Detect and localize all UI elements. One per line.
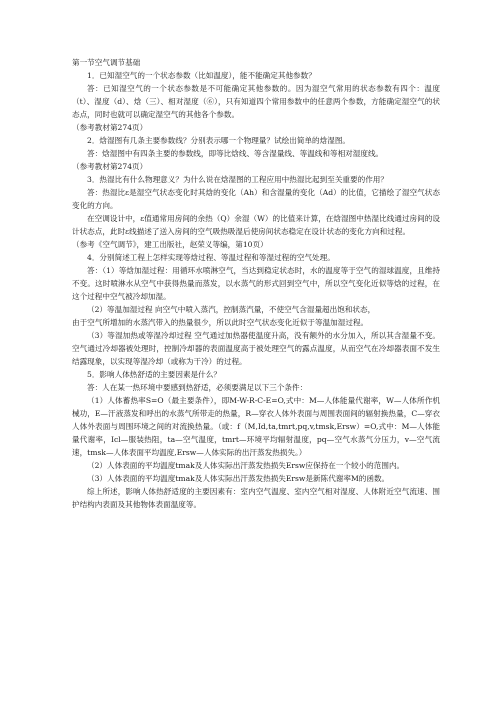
answer-3-paragraph-2: 在空调设计中，ε值通常用房间的余热（Q）余湿（W）的比值来计算，在焓湿图中热湿比线通过房间的设计状态点，此时ε线描述了送入房间的空气吸热吸湿后使房间状态稳定在设计状态的变化方向和过程。 — [72, 214, 440, 236]
answer-5-condition-3: （3）人体表面的平均温度tmak及人体实际出汗蒸发热损失Ersw是新陈代谢率M的函数。 — [87, 474, 390, 483]
question-4: 4．分别简述工程上怎样实现等焓过程、等温过程和等湿过程的空气处理。 — [87, 253, 335, 262]
answer-4-part-1: 答：（1）等焓加湿过程：用循环水喷淋空气，当达到稳定状态时，水的温度等于空气的湿球温度，且维持不变。这时喷淋水从空气中获得热量而蒸发，以水蒸气的形式回到空气中，所以空气变化近似等焓的过程，在这个过程中空气被冷却加湿。 — [72, 266, 440, 301]
question-1: 1．已知湿空气的一个状态参数（比如温度），能不能确定其他参数？ — [87, 71, 316, 80]
answer-3: 答：热湿比ε是湿空气状态变化时其焓的变化（Ah）和含湿量的变化（Ad）的比值，它描绘了湿空气状态变化的方向。 — [72, 188, 440, 210]
answer-5-condition-2: （2）人体表面的平均温度tmak及人体实际出汗蒸发热损失Ersw应保持在一个较小的范围内。 — [87, 461, 405, 470]
answer-1: 答：已知湿空气的一个状态参数是不可能确定其他参数的。因为湿空气常用的状态参数有四个：温度（t）、湿度（d）、焓（三）、相对湿度（⑥），只有知道四个常用参数中的任意两个参数，方能确定湿空气的状态点，同时也就可以确定湿空气的其他各个参数。 — [72, 84, 440, 119]
answer-4-part-3: （3）等湿加热或等湿冷却过程 空气通过加热器使温度升高，没有额外的水分加入，所以其含湿量不变。空气通过冷却器被处理时，控制冷却器的表面温度高于被处理空气的露点温度，从而空气在冷却器表面不发生结露现象，以实现等湿冷却（或称为干冷）的过程。 — [72, 331, 440, 366]
question-5: 5．影响人体热舒适的主要因素是什么？ — [87, 370, 221, 379]
answer-2: 答：焓湿图中有四条主要的参数线，即等比焓线、等含湿量线、等温线和等相对湿度线。 — [87, 149, 384, 158]
question-3: 3．热湿比有什么物理意义？为什么说在焓湿图的工程应用中热湿比起到至关重要的作用？ — [87, 175, 388, 184]
reference-2: （参考教材第274页） — [72, 162, 148, 171]
section-title: 第一节空气调节基础 — [72, 58, 141, 67]
question-2: 2．焓湿图有几条主要参数线？分别表示哪一个物理量？试绘出简单的焓湿图。 — [87, 136, 351, 145]
answer-5-summary: 综上所述，影响人体热舒适度的主要因素有：室内空气温度、室内空气相对湿度、人体附近空气流速、围护结构内表面及其他物体表面温度等。 — [72, 487, 440, 509]
answer-4-part-2: （2）等温加湿过程 向空气中喷入蒸汽，控制蒸汽量，不使空气含湿量超出饱和状态， — [87, 305, 376, 314]
answer-4-part-2-continued: 由于空气所增加的水蒸汽带入的热量很少，所以此时空气状态变化近似于等温加湿过程。 — [72, 318, 369, 327]
answer-5-condition-1: （1）人体蓄热率S=O（最主要条件），即M-W-R-C-E=O,式中：M—人体能量代谢率，W—人体所作机械功，E—汗液蒸发和呼出的水蒸气所带走的热量，R—穿衣人体外表面与周围表面间的辐射换热量，C—穿衣人体外表面与周围环境之间的对流换热量。（或：f（M,Id,ta,tmrt,pq,v,tmsk,Ersw）=O,式中：M—人体能量代谢率，Icl—服装热阻，ta—空气温度，tmrt—环境平均辐射温度，pq—空气水蒸气分压力，v—空气流速，tmsk—人体表面平均温度,Ersw—人体实际的出汗蒸发热损失。） — [72, 396, 440, 457]
reference-3: （参考《空气调节》，建工出版社，赵荣义等编，第10页） — [72, 240, 268, 249]
answer-5: 答：人在某一热环境中要感到热舒适，必须要满足以下三个条件： — [87, 383, 308, 392]
reference-1: （参考教材第274页） — [72, 123, 148, 132]
